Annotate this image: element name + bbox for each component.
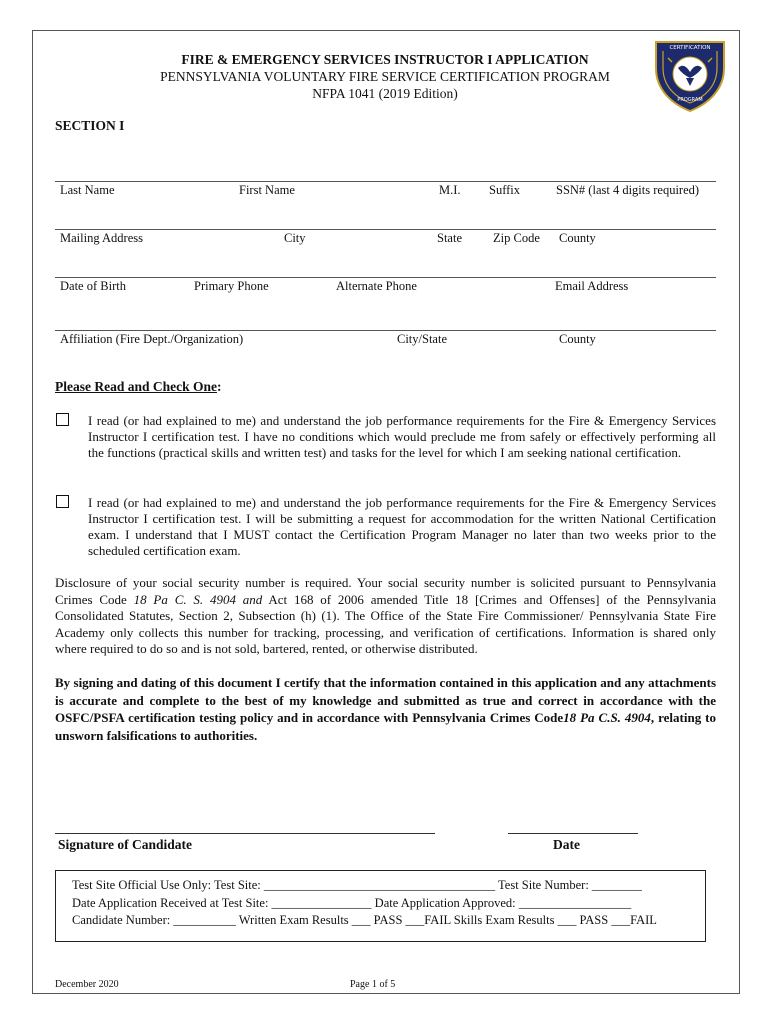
field-label-dob: Date of Birth [60,279,126,293]
date-line[interactable] [508,833,638,834]
signature-line[interactable] [55,833,435,834]
option-2-text: I read (or had explained to me) and understand the job performance requirements for the Fire & Emergency Services Instructor I certification test. I will be submitting a request for accommodation for the written National Certification exam. I understand that I MUST contact the Certification Program Manager no later than two weeks prior to the scheduled certification exam. [88,495,716,558]
field-label-email: Email Address [555,279,629,293]
official-use-line-3: Candidate Number: __________ Written Exam Results ___ PASS ___FAIL Skills Exam Results ___ PASS ___FAIL [72,913,657,927]
field-label-mi: M.I. [439,183,461,197]
ssn-disclosure: Disclosure of your social security number is required. Your social security number is solicited pursuant to Pennsylvania Crimes Code 18 Pa C. S. 4904 and Act 168 of 2006 amended Title 18 [Crimes and Offenses] of the Pennsylvania Consolidated Statutes, Section 2, Subsection (h) (1). The Office of the State Fire Commissioner/ Pennsylvania State Fire Academy only collects this number for tracking, processing, and verification of certifications. Information is shared only where required to do so and is not sold, bartered, rented, or otherwise distributed. [55,575,716,656]
program-name: PENNSYLVANIA VOLUNTARY FIRE SERVICE CERTIFICATION PROGRAM [160,69,610,84]
field-label-affiliation: Affiliation (Fire Dept./Organization) [60,332,244,346]
field-line[interactable] [55,181,716,182]
field-label-ssn: SSN# (last 4 digits required) [556,183,700,197]
option-1-text: I read (or had explained to me) and understand the job performance requirements for the Fire & Emergency Services Instructor I certification test. I have no conditions which would preclude me from safely or effectively performing all the functions (practical skills and written test) and tasks for the level for which I am seeking national certification. [88,413,716,460]
section-title: SECTION I [55,118,125,133]
seal-top-text: CERTIFICATION [669,45,711,51]
field-line[interactable] [55,277,716,278]
certification-statement: By signing and dating of this document I certify that the information contained in this application and any attachments is accurate and complete to the best of my knowledge and submitted as true and correct in accordance with the OSFC/PSFA certification testing policy and in accordance with Pennsylvania Crimes Code18 Pa C.S. 4904, relating to unsworn falsifications to authorities. [55,675,716,743]
edition: NFPA 1041 (2019 Edition) [312,86,458,101]
form-title: FIRE & EMERGENCY SERVICES INSTRUCTOR I APPLICATION [181,52,589,67]
field-line[interactable] [55,330,716,331]
field-label-city: City [284,231,306,245]
field-label-affiliation-county: County [559,332,596,346]
field-label-last-name: Last Name [60,183,115,197]
official-use-line-2: Date Application Received at Test Site: ________________ Date Application Approved: __________________ [72,896,632,910]
field-label-alternate-phone: Alternate Phone [336,279,417,293]
field-label-primary-phone: Primary Phone [194,279,269,293]
footer-date: December 2020 [55,979,119,990]
field-label-mailing-address: Mailing Address [60,231,143,245]
footer-page-number: Page 1 of 5 [350,979,396,990]
field-label-state: State [437,231,462,245]
option-2-checkbox[interactable] [56,495,69,508]
field-label-city-state: City/State [397,332,447,346]
please-read-heading: Please Read and Check One: [55,379,222,394]
seal-bottom-text: PROGRAM [677,97,703,103]
certification-seal-logo [650,38,730,114]
field-label-county: County [559,231,596,245]
field-line[interactable] [55,229,716,230]
official-use-line-1: Test Site Official Use Only: Test Site: _____________________________________ Test Site Number: ________ [72,878,642,892]
date-label: Date [553,837,580,852]
signature-label: Signature of Candidate [58,837,193,852]
field-label-suffix: Suffix [489,183,521,197]
field-label-first-name: First Name [239,183,295,197]
option-1-checkbox[interactable] [56,413,69,426]
field-label-zip: Zip Code [493,231,540,245]
